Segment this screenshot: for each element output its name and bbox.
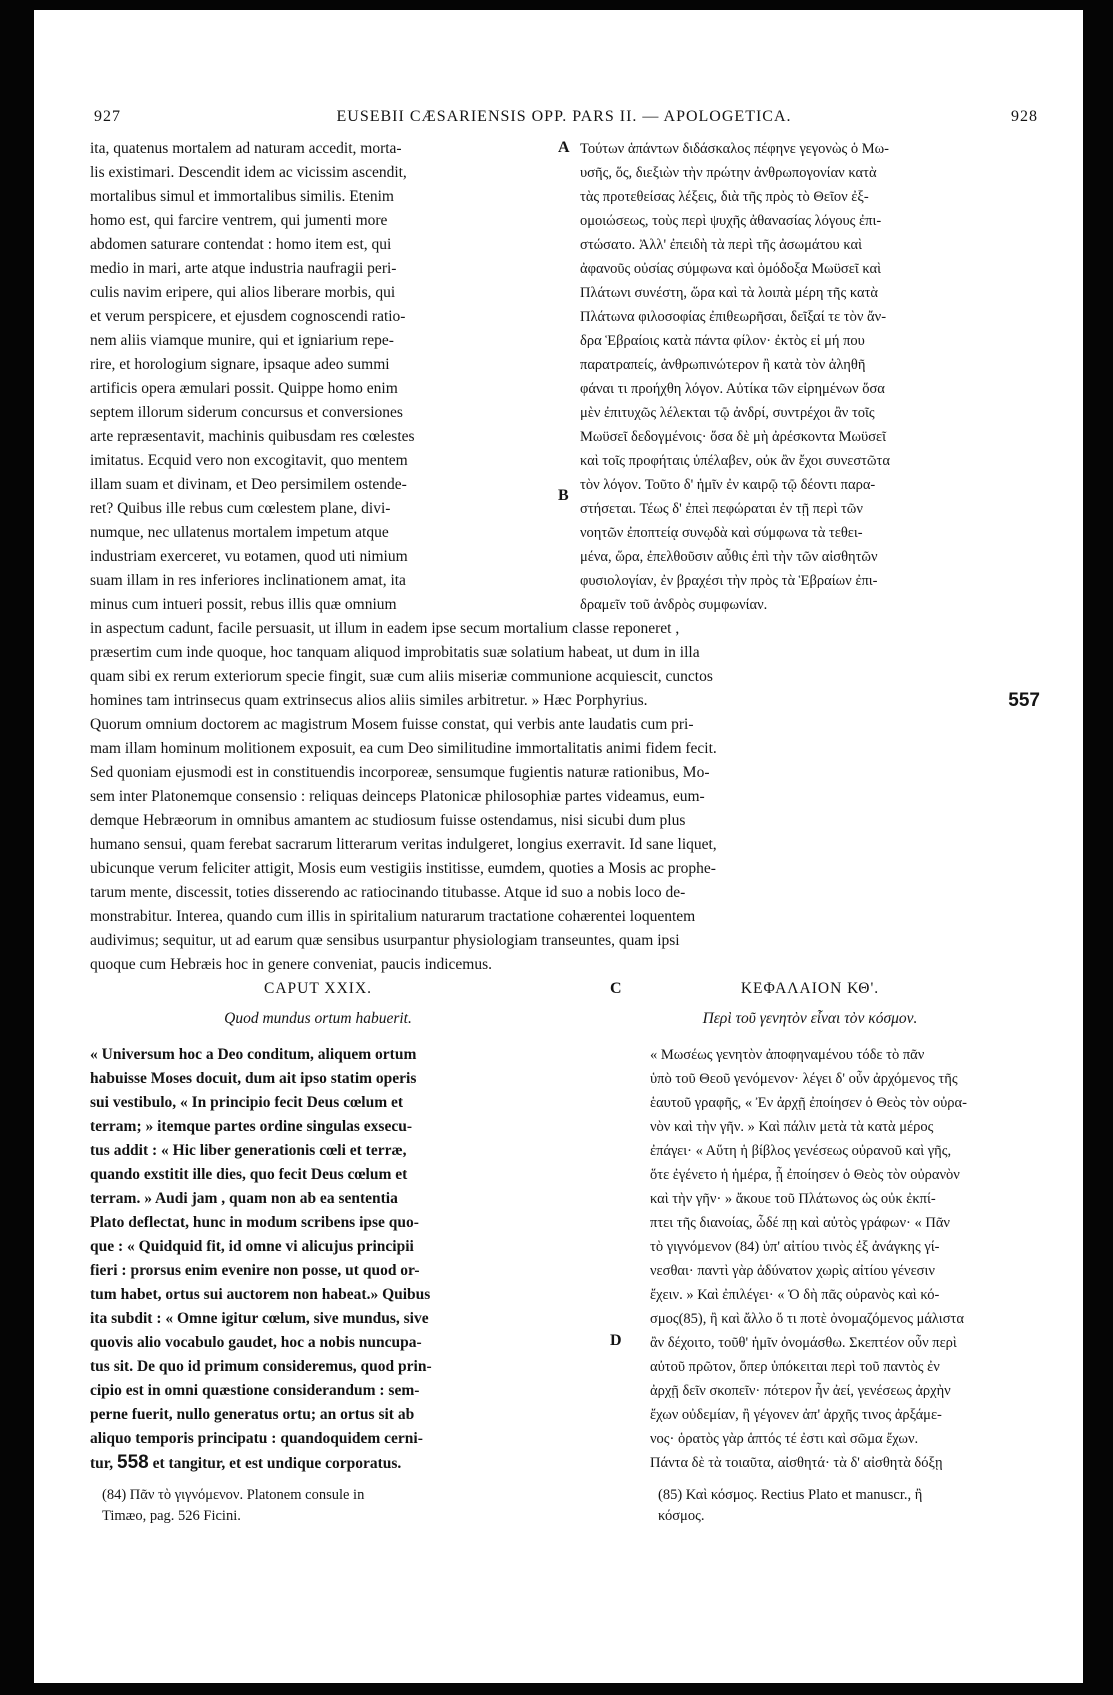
margin-letter-b: B [558,487,569,504]
text-line: abdomen saturare contendat : homo item est, qui [90,236,392,253]
text-line: παρατραπείς, ἀνθρωπινώτερον ἢ κατὰ τὸν ἀληθῆ [580,357,866,373]
text-line: Plato deflectat, hunc in modum scribens ipse quo- [90,1214,419,1231]
footnote-84 [102,1485,542,1527]
text-line [90,1451,546,1475]
text-line: φυσιολογίαν, ἐν βραχέσι τὴν πρὸς τὰ Ἑβραίων ἐπι- [580,573,878,589]
text-line: ubicunque verum feliciter attigit, Mosis eum vestigiis institisse, eumdem, quoties a Mosis ac prophe- [90,860,716,877]
chapter-subtitle-greek: Περὶ τοῦ γενητὸν εἶναι τὸν κόσμον. [702,1010,918,1027]
text-line: quando exstitit ille dies, quo fecit Deus cœlum et [90,1166,408,1183]
text-line: fieri : prorsus enim evenire non posse, ut quod or- [90,1262,420,1279]
text-line: ita subdit : « Omne igitur cœlum, sive mundus, sive [90,1310,429,1327]
text-line: quoque cum Hebræis hoc in genere conveniat, paucis indicemus. [90,956,493,973]
text-line: καὶ τοῖς προφήταις ὑπέλαβεν, οὐκ ἂν ἔχοι συνεστῶτα [580,453,890,469]
text-line: septem illorum siderum concursus et conversiones [90,404,403,421]
text-line: ἐπάγει· « Αὕτη ἡ βίβλος γενέσεως οὐρανοῦ καὶ γῆς, [650,1143,952,1159]
margin-letter-d: D [610,1332,622,1349]
text-line: perne fuerit, nullo generatus ortu; an ortus sit ab [90,1406,415,1423]
text-line: ἑαυτοῦ γραφῆς, « Ἐν ἀρχῇ ἐποίησεν ὁ Θεὸς τὸν οὐρα- [650,1095,967,1111]
text-line: que : « Quidquid fit, id omne vi alicujus principii [90,1238,414,1255]
text-line: quam sibi ex rerum exteriorum specie fingit, suæ cum aliis miseriæ communione acquiescit, cunctos [90,668,713,685]
text-line: ἔχων οὐδεμίαν, ἢ γέγονεν ἀπ' ἀρχῆς τινος ἀρξάμε- [650,1407,942,1423]
text-line: sui vestibulo, « In principio fecit Deus cœlum et [90,1094,404,1111]
chapter-subtitle-latin: Quod mundus ortum habuerit. [224,1010,412,1027]
text-line: minus cum intueri possit, rebus illis quæ omnium [90,596,397,613]
text-run: et tangitur, et est undique corporatus. [148,1455,402,1472]
text-line: στώσατο. Ἀλλ' ἐπειδὴ τὰ περὶ τῆς ἀσωμάτου καὶ [580,237,863,253]
text-line: quovis alio vocabulo gaudet, hoc a nobis nuncupa- [90,1334,422,1351]
margin-letter-c: C [610,980,622,997]
text-line: ἔχειν. » Καὶ ἐπιλέγει· « Ὁ δὴ πᾶς οὐρανὸς καὶ κό- [650,1287,940,1303]
text-line: Τούτων ἁπάντων διδάσκαλος πέφηνε γεγονὼς ὁ Μω- [580,141,890,157]
text-line: σμος(85), ἢ καὶ ἄλλο ὅ τι ποτὲ ὀνομαζόμενος μάλιστα [650,1311,964,1327]
text-line: νεσθαι· παντὶ γὰρ ἀδύνατον χωρὶς αἰτίου γένεσιν [650,1263,935,1279]
text-line: τὸ γιγνόμενον (84) ὑπ' αἰτίου τινὸς ἐξ ἀνάγκης γί- [650,1239,940,1255]
text-line: ομοιώσεως, τοὺς περὶ ψυχῆς ἀθανασίας λόγους ἐπι- [580,213,882,229]
text-line: στήσεται. Τέως δ' ἐπεὶ πεφώραται ἐν τῇ περὶ τῶν [580,501,863,517]
text-line: tarum mente, discessit, toties disserendo ac ratiocinando titubasse. Atque id suo a nobis loco de- [90,884,686,901]
text-line: humano sensui, quam ferebat sacrarum litterarum veritas indulgeret, longius exerravit. Id sane liquet, [90,836,717,853]
text-line: mam illam hominum molitionem exposuit, ea cum Deo similitudine immortalitatis animi fidem fecit. [90,740,717,757]
text-line: καὶ τὴν γῆν· » ἄκουε τοῦ Πλάτωνος ὡς οὐκ ἐκπί- [650,1191,936,1207]
latin-column-bottom [90,1043,546,1475]
text-line: audivimus; sequitur, ut ad earum quæ sensibus usurpantur physiologiam transeuntes, quam ipsi [90,932,680,949]
text-line: imitatus. Ecquid vero non excogitavit, quo mentem [90,452,408,469]
text-line: φάναι τι προήχθη λόγον. Αὐτίκα τῶν εἰρημένων ὅσα [580,381,885,397]
text-line: mortalibus simul et immortalibus similis. Etenim [90,188,394,205]
text-line: rire, et horologium signare, ipsaque adeo summi [90,356,390,373]
greek-column-top [580,137,1040,617]
text-line: et verum perspicere, et ejusdem cognoscendi ratio- [90,308,406,325]
text-line: homo est, qui farcire ventrem, qui jumenti more [90,212,388,229]
text-line: præsertim cum inde quoque, hoc tanquam aliquod improbitatis suæ solatium habeat, ut dum in illa [90,644,700,661]
text-line: tus addit : « Hic liber generationis cœli et terræ, [90,1142,407,1159]
text-line: Μωϋσεῖ δεδογμένοις· ὅσα δὲ μὴ ἀρέσκοντα Μωϋσεῖ [580,429,887,445]
text-line: αὐτοῦ πρῶτον, ὅπερ ὑπόκειται περὶ τοῦ παντὸς ἐν [650,1359,940,1375]
text-line: terram; » itemque partes ordine singulas exsecu- [90,1118,413,1135]
text-line: monstrabitur. Interea, quando cum illis in spiritalium naturarum tractatione cohærentei loquentem [90,908,696,925]
latin-column-top [90,137,546,617]
text-line: τὸν λόγον. Τοῦτο δ' ἡμῖν ἐν καιρῷ τῷ δέοντι παρα- [580,477,876,493]
footnote-line: Timæo, pag. 526 Ficini. [102,1508,241,1524]
text-line: terram. » Audi jam , quam non ab ea sententia [90,1190,398,1207]
text-line: « Universum hoc a Deo conditum, aliquem ortum [90,1046,417,1063]
text-line: tus sit. De quo id primum consideremus, quod prin- [90,1358,432,1375]
text-line: nem aliis viamque munire, qui et igniarium repe- [90,332,394,349]
page-number-left: 927 [94,108,121,125]
text-line: suam illam in res inferiores inclinationem amat, ita [90,572,406,589]
text-line: sem inter Platonemque consensio : reliquas deinceps Platonicæ philosophiæ partes videamus, eum- [90,788,705,805]
text-line: aliquo temporis principatu : quandoquidem cerni- [90,1430,423,1447]
text-line: δραμεῖν τοῦ ἀνδρὸς συμφωνίαν. [580,597,768,613]
footnote-line: (85) Καὶ κόσμος. Rectius Plato et manuscr., ἢ [658,1487,923,1503]
text-line: ret? Quibus ille rebus cum cœlestem plane, divi- [90,500,391,517]
text-run: tur, [90,1455,117,1472]
text-line: ita, quatenus mortalem ad naturam accedit, morta- [90,140,402,157]
text-run: homines tam intrinsecus quam extrinsecus alios aliis similes arbitretur. » Hæc Porphyrius. [90,692,648,709]
text-line: culis navim eripere, qui alios liberare morbis, qui [90,284,396,301]
text-line: Πλάτωνι συνέστη, ὥρα καὶ τὰ λοιπὰ μέρη τῆς κατὰ [580,285,879,301]
text-line: νοητῶν ἐποπτείᾳ συνῳδὰ καὶ σύμφωνα τὰ τεθει- [580,525,863,541]
text-line: ἀρχῇ δεῖν σκοπεῖν· πότερον ἦν ἀεί, γενέσεως ἀρχὴν [650,1383,951,1399]
running-title: EUSEBII CÆSARIENSIS OPP. PARS II. — APOLOGETICA. [336,108,792,125]
column-number-558: 558 [117,1452,149,1473]
book-page [90,100,1040,1660]
text-line: μὲν ἐπιτυχῶς λέλεκται τῷ ἀνδρί, συντρέχοι ἂν τοῖς [580,405,875,421]
text-line: medio in mari, arte atque industria naufragii peri- [90,260,397,277]
text-line: νὸν καὶ τὴν γῆν. » Καὶ πάλιν μετὰ τὰ κατὰ μέρος [650,1119,934,1135]
text-line: ὅτε ἐγένετο ἡ ἡμέρα, ᾗ ἐποίησεν ὁ Θεὸς τὸν οὐρανὸν [650,1167,960,1183]
text-line: arte repræsentavit, machinis quibusdam res cœlestes [90,428,415,445]
text-line: illam suam et divinam, et Deo persimilem ostende- [90,476,407,493]
text-line: νος· ὁρατὸς γὰρ ἁπτός τέ ἐστι καὶ σῶμα ἔχων. [650,1431,919,1447]
page-number-right: 928 [1011,108,1038,125]
text-line: in aspectum cadunt, facile persuasit, ut illum in eadem ipse secum mortalium classe reponeret , [90,620,680,637]
text-line: artificis opera æmulari possit. Quippe homo enim [90,380,398,397]
text-line: cipio est in omni quæstione considerandum : sem- [90,1382,420,1399]
text-line: Sed quoniam ejusmodi est in constituendis incorporeæ, sensumque fugientis naturæ rationibus, Mo- [90,764,710,781]
text-line: numque, nec ullatenus mortalem impetum atque [90,524,389,541]
text-line: πτει τῆς διανοίας, ὧδέ πῃ καὶ αὐτὸς γράφων· « Πᾶν [650,1215,950,1231]
text-line [90,689,1040,713]
margin-letter-a: A [558,139,570,156]
footnote-85 [658,1485,1040,1527]
text-line: ἂν δέχοιτο, τοῦθ' ἡμῖν ὀνομάσθω. Σκεπτέον οὖν περὶ [650,1335,957,1351]
text-line: ἀφανοῦς οὐσίας σύμφωνα καὶ ὁμόδοξα Μωϋσεῖ καὶ [580,261,882,277]
text-line: industriam exerceret, vu ɐotamen, quod uti nimium [90,548,408,565]
chapter-heading-greek: ΚΕΦΑΛΑΙΟΝ ΚΘ'. [740,980,880,997]
text-line: habuisse Moses docuit, dum ait ipso statim operis [90,1070,417,1087]
text-line: Πάντα δὲ τὰ τοιαῦτα, αἰσθητά· τὰ δ' αἰσθητὰ δόξῃ [650,1455,943,1471]
footnote-line: (84) Πᾶν τὸ γιγνόμενον. Platonem consule in [102,1487,365,1503]
column-number-557: 557 [1008,690,1040,711]
text-line: tum habet, ortus sui auctorem non habeat.» Quibus [90,1286,431,1303]
text-line: δρα Ἑβραίοις κατὰ πάντα φίλον· ἐκτὸς εἰ μή που [580,333,865,349]
text-line: ὑπὸ τοῦ Θεοῦ γενόμενον· λέγει δ' οὖν ἀρχόμενος τῆς [650,1071,958,1087]
text-line: « Μωσέως γενητὸν ἀποφηναμένου τόδε τὸ πᾶν [650,1047,925,1063]
greek-column-bottom [650,1043,1040,1475]
text-line: μένα, ὥρα, ἐπελθοῦσιν αὖθις ἐπὶ τὴν τῶν αἰσθητῶν [580,549,878,565]
text-line: lis existimari. Descendit idem ac vicissim ascendit, [90,164,407,181]
chapter-heading-latin: CAPUT XXIX. [263,980,373,997]
footnote-line: κόσμος. [658,1508,705,1524]
text-line: Πλάτωνα φιλοσοφίας ἐπιθεωρῆσαι, δεῖξαί τε τὸν ἄν- [580,309,887,325]
text-line: υσῆς, ὅς, διεξιὼν τὴν πρώτην ἀνθρωπογονίαν κατὰ [580,165,877,181]
text-line: Quorum omnium doctorem ac magistrum Mosem fuisse constat, qui verbis ante laudatis cum pri- [90,716,694,733]
full-width-paragraph [90,617,1040,977]
text-line: τὰς προτεθείσας λέξεις, διὰ τῆς πρὸς τὸ Θεῖον ἐξ- [580,189,869,205]
text-line: demque Hebræorum in omnibus amantem ac studiosum fuisse ostendamus, nisi sicubi dum plus [90,812,686,829]
running-header [90,108,1038,130]
